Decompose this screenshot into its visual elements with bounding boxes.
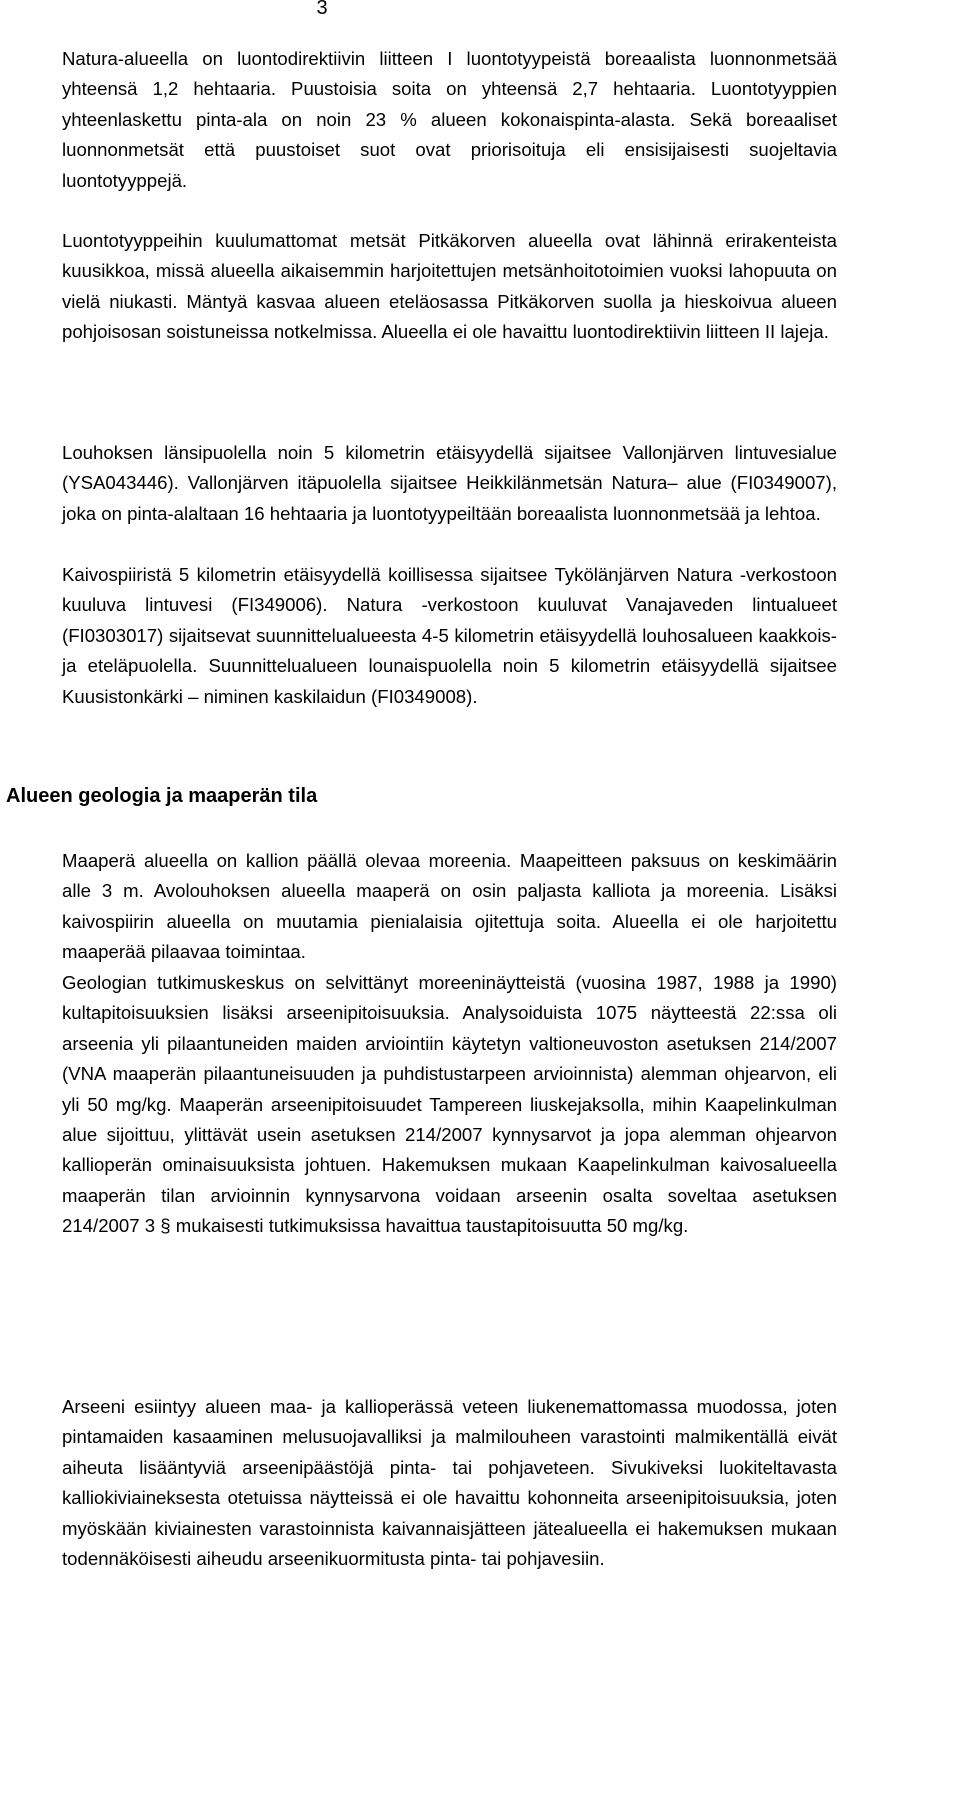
paragraph-geological-survey: Geologian tutkimuskeskus on selvittänyt moreeninäytteistä (vuosina 1987, 1988 ja 1990) kultapitoisuuksien lisäksi arseenipitoisuuksia. Analysoiduista 1075 näytteestä 22:ssa oli arseenia yli pilaantuneiden maiden arviointiin käytetyn valtioneuvoston asetuksen 214/2007 (VNA maaperän pilaantuneisuuden ja puhdistustarpeen arvioinnista) alemman ohjearvon, eli yli 50 mg/kg. Maaperän arseenipitoisuudet Tampereen liuskejaksolla, mihin Kaapelinkulman alue sijoittuu, ylittävät usein asetuksen 214/2007 kynnysarvot ja jopa alemman ohjearvon kallioperän ominaisuuksista johtuen. Hakemuksen mukaan Kaapelinkulman kaivosalueella maaperän tilan arvioinnin kynnysarvona voidaan arseenin osalta soveltaa asetuksen 214/2007 3 § mukaisesti tutkimuksissa havaittua taustapitoisuutta 50 mg/kg. bbox=[62, 972, 837, 1237]
paragraph-vallonjarvi: Louhoksen länsipuolella noin 5 kilometrin etäisyydellä sijaitsee Vallonjärven lintuvesialue (YSA043446). Vallonjärven itäpuolella sijaitsee Heikkilänmetsän Natura– alue (FI0349007), joka on pinta-alaltaan 16 hehtaaria ja luontotyypeiltään boreaalista luonnonmetsää ja lehtoa. bbox=[62, 442, 837, 524]
paragraph-arsenic: Arseeni esiintyy alueen maa- ja kallioperässä veteen liukenemattomassa muodossa, joten pintamaiden kasaaminen melusuojavalliksi ja malmilouheen varastointi malmikentällä eivät aiheuta lisääntyviä arseenipäästöjä pinta- tai pohjaveteen. Sivukiveksi luokiteltavasta kalliokiviaineksesta otetuissa näytteissä ei ole havaittu kohonneita arseenipitoisuuksia, joten myöskään kiviainesten varastoinnista kaivannaisjätteen jätealueella ei hakemuksen mukaan todennäköisesti aiheudu arseenikuormitusta pinta- tai pohjavesiin. bbox=[62, 1396, 837, 1570]
page-number: 3 bbox=[316, 0, 328, 19]
paragraph-soil: Maaperä alueella on kallion päällä olevaa moreenia. Maapeitteen paksuus on keskimäärin alle 3 m. Avolouhoksen alueella maaperä on osin paljasta kalliota ja moreenia. Lisäksi kaivospiirin alueella on muutamia pienialaisia ojitettuja soita. Alueella ei ole harjoitettu maaperää pilaavaa toimintaa. bbox=[62, 850, 837, 963]
paragraph-natura-network: Kaivospiiristä 5 kilometrin etäisyydellä koillisessa sijaitsee Tykölänjärven Natura -verkostoon kuuluva lintuvesi (FI349006). Natura -verkostoon kuuluvat Vanajaveden lintualueet (FI0303017) sijaitsevat suunnittelualueesta 4-5 kilometrin etäisyydellä louhosalueen kaakkois- ja eteläpuolella. Suunnittelualueen lounaispuolella noin 5 kilometrin etäisyydellä sijaitsee Kuusistonkärki – niminen kaskilaidun (FI0349008). bbox=[62, 564, 837, 707]
section-heading: Alueen geologia ja maaperän tila bbox=[6, 785, 318, 807]
paragraph-natura-habitats: Natura-alueella on luontodirektiivin liitteen I luontotyypeistä boreaalista luonnonmetsää yhteensä 1,2 hehtaaria. Puustoisia soita on yhteensä 2,7 hehtaaria. Luontotyyppien yhteenlaskettu pinta-ala on noin 23 % alueen kokonaispinta-alasta. Sekä boreaaliset luonnonmetsät että puustoiset suot ovat priorisoituja eli ensisijaisesti suojeltavia luontotyyppejä. bbox=[62, 48, 837, 191]
paragraph-forests: Luontotyyppeihin kuulumattomat metsät Pitkäkorven alueella ovat lähinnä erirakenteista kuusikkoa, missä alueella aikaisemmin harjoitettujen metsänhoitotoimien vuoksi lahopuuta on vielä niukasti. Mäntyä kasvaa alueen eteläosassa Pitkäkorven suolla ja hieskoivua alueen pohjoisosan soistuneissa notkelmissa. Alueella ei ole havaittu luontodirektiivin liitteen II lajeja. bbox=[62, 230, 837, 343]
